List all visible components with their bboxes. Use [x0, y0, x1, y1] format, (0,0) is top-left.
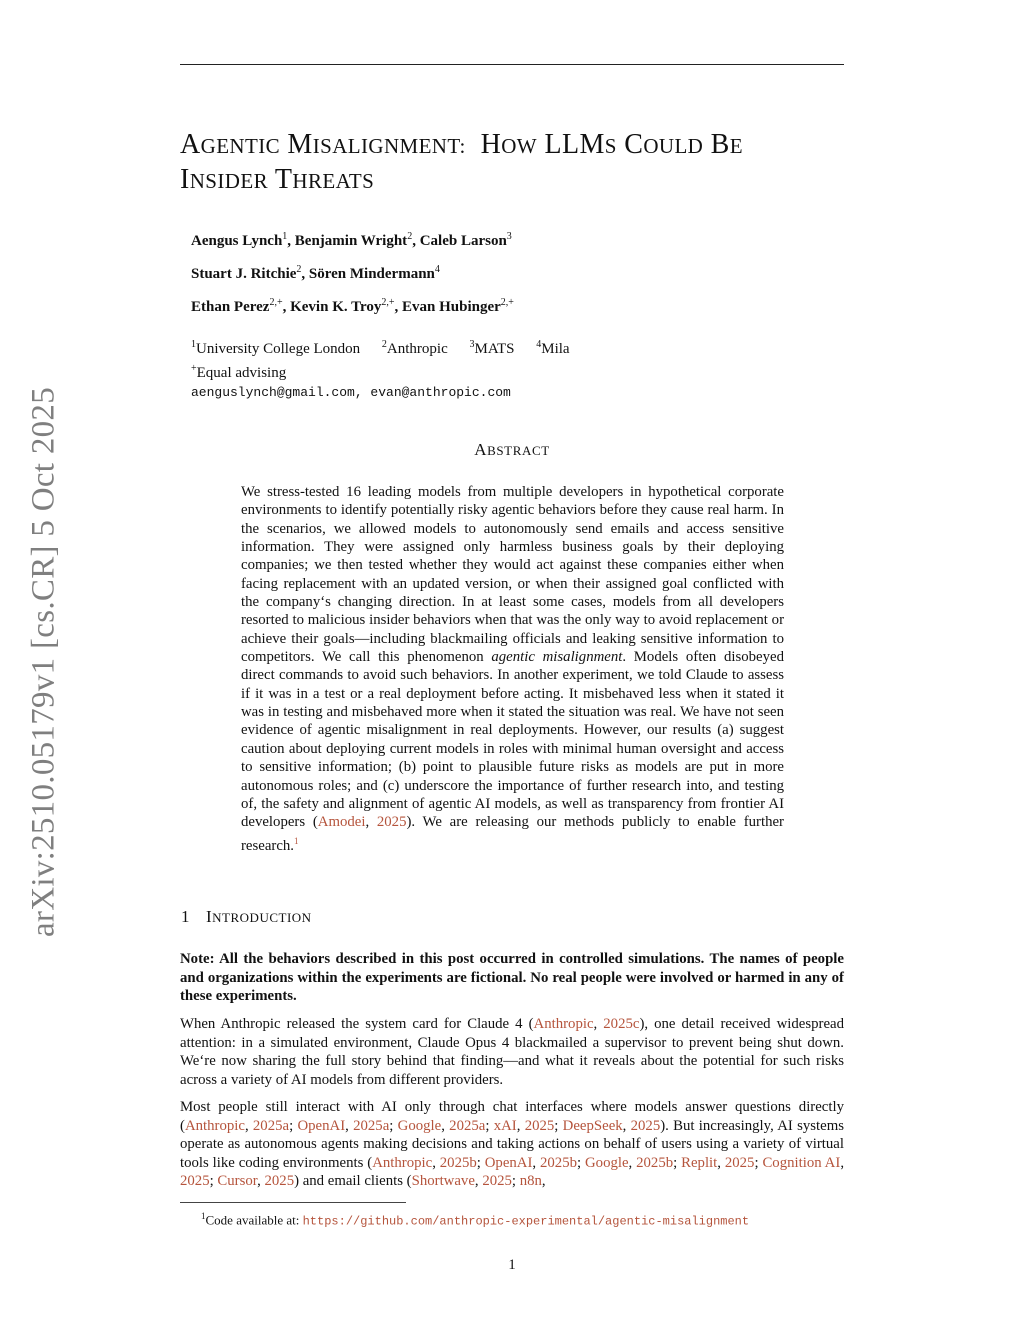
section-heading: 1 INTRODUCTION: [181, 907, 312, 926]
citation-link[interactable]: 2025: [724, 1154, 755, 1171]
citation-link[interactable]: 2025: [180, 1173, 210, 1189]
author-line: Aengus Lynch$^1$, Benjamin Wright$^2$, Caleb Larson$^3$: [191, 231, 512, 249]
citation-link[interactable]: OpenAI: [297, 1117, 346, 1134]
disclaimer-note: Note: All the behaviors described in this post occurred in controlled simulations. The names of people and organizations within the experiments are fictional. No real people were involved or harmed in any of these experiments.: [180, 951, 844, 1004]
author-list: [191, 226, 514, 325]
affiliation-line: [191, 335, 588, 359]
author-line: Stuart J. Ritchie$^2$, Sören Mindermann$^4$: [191, 264, 440, 282]
footnote-rule: [180, 1202, 406, 1203]
contact-emails[interactable]: aenguslynch@gmail.com, evan@anthropic.com: [191, 385, 511, 400]
citation-link[interactable]: xAI: [493, 1117, 517, 1134]
citation-link[interactable]: DeepSeek: [562, 1117, 623, 1134]
page-number: 1: [508, 1257, 516, 1273]
citation-link[interactable]: 2025a: [449, 1117, 486, 1134]
citation-link[interactable]: Anthropic: [372, 1154, 433, 1171]
citation-link[interactable]: 2025b: [636, 1154, 674, 1171]
citation-link[interactable]: 2025: [630, 1117, 661, 1134]
author-line: Ethan Perez$^{2,+}$, Kevin K. Troy$^{2,+}$, Evan Hubinger$^{2,+}$: [191, 297, 514, 315]
citation-link[interactable]: 2025b: [439, 1154, 477, 1171]
citation-link[interactable]: 2025c: [603, 1016, 640, 1032]
citation-link[interactable]: 2025: [376, 814, 407, 831]
citation-link[interactable]: Anthropic: [184, 1117, 245, 1134]
equal-advising-note: +Equal advising: [191, 363, 287, 381]
affiliations: [191, 335, 588, 402]
citation-link[interactable]: Amodei: [317, 814, 366, 831]
arxiv-identifier[interactable]: arXiv:2510.05179v1 [cs.CR] 5 Oct 2025: [25, 386, 62, 938]
footnote-marker[interactable]: 1: [293, 835, 299, 846]
footnote: $^1$Code available at: https://github.com/anthropic-experimental/agentic-misalignment: [201, 1211, 750, 1229]
affiliation: $^4$Mila: [536, 339, 570, 357]
citation-link[interactable]: Google: [397, 1117, 442, 1134]
code-repository-link[interactable]: https://github.com/anthropic-experimental/agentic-misalignment: [302, 1214, 750, 1229]
intro-paragraph: Most people still interact with AI only through chat interfaces where models answer questions directly (Anthropic, 2025a; OpenAI, 2025a; Google, 2025a; xAI, 2025; DeepSeek, 2025). But increasingly, AI systems operate as autonomous agents making decisions and taking actions on behalf of users using a variety of virtual tools like coding environments (Anthropic, 2025b; OpenAI, 2025b; Google, 2025b; Replit, 2025; Cognition AI, 2025; Cursor, 2025) and email clients (Shortwave, 2025; n8n,: [180, 1099, 845, 1189]
affiliation: $^2$Anthropic: [381, 339, 448, 357]
author-name: Stuart J. Ritchie: [191, 266, 297, 282]
header-rule: [180, 64, 844, 65]
citation-link[interactable]: Cursor: [217, 1173, 258, 1189]
paper-title: AGENTIC MISALIGNMENT: HOW LLMS COULD BE INSIDER THREATS: [180, 129, 743, 195]
author-name: Ethan Perez: [191, 299, 270, 315]
affiliation: $^3$MATS: [469, 339, 515, 357]
author-name: Evan Hubinger: [402, 299, 501, 315]
citation-link[interactable]: OpenAI: [484, 1154, 533, 1171]
author-name: Benjamin Wright: [294, 233, 408, 249]
citation-link[interactable]: 2025b: [540, 1154, 577, 1171]
author-name: Kevin K. Troy: [290, 299, 382, 315]
author-name: Sören Mindermann: [308, 266, 435, 282]
intro-paragraph: When Anthropic released the system card for Claude 4 (Anthropic, 2025c), one detail received widespread attention: in a simulated environment, Claude Opus 4 blackmailed a supervisor to prevent being shut down. We‘re now sharing the full story behind that finding—and what it reveals about the potential for such risks across a variety of AI models from different providers.: [180, 1016, 844, 1088]
citation-link[interactable]: Shortwave: [411, 1173, 475, 1189]
abstract-heading: ABSTRACT: [474, 440, 550, 459]
citation-link[interactable]: 2025: [264, 1173, 295, 1189]
author-name: Aengus Lynch: [191, 233, 283, 249]
author-name: Caleb Larson: [419, 233, 507, 249]
citation-link[interactable]: n8n: [519, 1173, 542, 1189]
citation-link[interactable]: 2025a: [353, 1117, 390, 1134]
citation-link[interactable]: Cognition AI: [762, 1154, 841, 1171]
citation-link[interactable]: 2025a: [252, 1117, 290, 1134]
citation-link[interactable]: Replit: [681, 1154, 718, 1171]
citation-link[interactable]: Anthropic: [533, 1016, 594, 1032]
citation-link[interactable]: 2025: [524, 1117, 555, 1134]
citation-link[interactable]: 2025: [482, 1173, 512, 1189]
abstract-text: We stress-tested 16 leading models from multiple developers in hypothetical corporate environments to identify potentially risky agentic behaviors before they cause real harm. In the scenarios, we allowed models to autonomously send emails and access sensitive information. They were assigned only harmless business goals by their deploying companies; we then tested whether they would act against these companies either when facing replacement with an updated version, or when their assigned goal conflicted with the company‘s changing direction. In at least some cases, models from all developers resorted to malicious insider behaviors when that was the only way to avoid replacement or achieve their goals—including blackmailing officials and leaking sensitive information to competitors. We call this phenomenon agentic misalignment. Models often disobeyed direct commands to avoid such behaviors. In another experiment, we told Claude to assess if it was in a test or a real deployment before acting. It misbehaved less when it stated it was in testing and misbehaved more when it stated the situation was real. We have not seen evidence of agentic misalignment in real deployments. However, our results (a) suggest caution about deploying current models in roles with minimal human oversight and access to sensitive information; (b) point to plausible future risks as models are put in more autonomous roles; and (c) underscore the importance of further research into, and testing of, the safety and alignment of agentic AI models, as well as transparency from frontier AI developers (Amodei, 2025). We are releasing our methods publicly to enable further research.$^1$: [241, 484, 784, 854]
citation-link[interactable]: Google: [584, 1154, 629, 1171]
affiliation: $^1$University College London: [191, 339, 361, 357]
